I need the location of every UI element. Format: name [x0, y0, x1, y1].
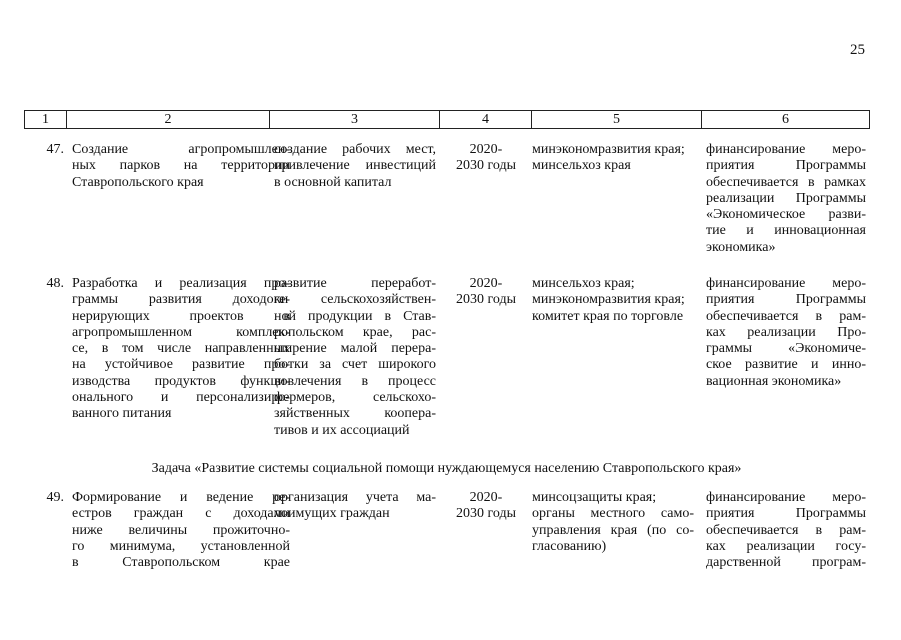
period: 2020- 2030 годы: [455, 276, 517, 308]
executors: минсельхоз края; минэкономразвития края; комитет края по торговле: [532, 276, 685, 324]
period: 2020- 2030 годы: [455, 142, 517, 174]
financing: финансирование меро- приятия Программы обеспечивается в рам- ках реализации Про- граммы «Экономиче- ское развитие и инно- вационная экономика»: [706, 276, 866, 389]
row-number: 49.: [46, 490, 64, 505]
expected-result: создание рабочих мест, привлечение инвестиций в основной капитал: [274, 142, 436, 190]
task-heading: Задача «Развитие системы социальной помощи нуждающемуся населению Ставропольского края»: [151, 461, 742, 476]
expected-result: развитие переработ- ки сельскохозяйствен- ной продукции в Став- ропольском крае, рас- ширение малой перера- ботки за счет широкого вовлечения в процесс фермеров, сельскохо- зяйственных коопера- тивов и их ассоциаций: [274, 276, 436, 438]
header-col-5: 5: [532, 111, 702, 129]
executors: минэкономразвития края; минсельхоз края: [532, 142, 685, 174]
table-header: [24, 110, 870, 129]
period: 2020- 2030 годы: [455, 490, 517, 522]
header-col-6: 6: [702, 111, 870, 129]
header-col-1: 1: [25, 111, 67, 129]
header-col-4: 4: [440, 111, 532, 129]
financing: финансирование меро- приятия Программы обеспечивается в рамках реализации Программы «Экономическое разви- тие и инновационная экономика»: [706, 142, 866, 255]
executors: минсоцзащиты края; органы местного само- управления края (по со- гласованию): [532, 490, 694, 554]
financing: финансирование меро- приятия Программы обеспечивается в рам- ках реализации госу- дарственной програм-: [706, 490, 866, 571]
page-number: 25: [850, 42, 865, 58]
header-col-3: 3: [270, 111, 440, 129]
row-number: 48.: [46, 276, 64, 291]
measure-name: Разработка и реализация про- граммы развития доходоге- нерирующих проектов в агропромышленном комплек- се, в том числе направленных на устойчивое развитие про- изводства продуктов функци- онального и персонализиро- ванного питания: [72, 276, 290, 422]
measure-name: Формирование и ведение ре- естров граждан с доходами ниже величины прожиточно- го минимума, установленной в Ставропольском крае: [72, 490, 290, 571]
expected-result: организация учета ма- лоимущих граждан: [274, 490, 436, 522]
row-number: 47.: [46, 142, 64, 157]
header-col-2: 2: [67, 111, 270, 129]
measure-name: Создание агропромышлен- ных парков на территории Ставропольского края: [72, 142, 290, 190]
